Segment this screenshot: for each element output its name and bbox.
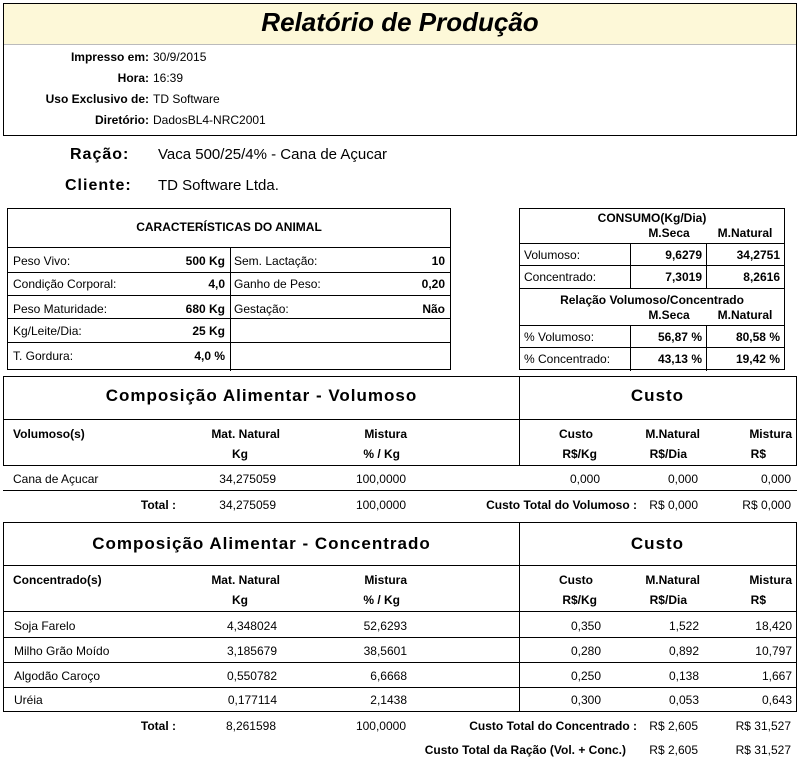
concentrado-custo-title: Custo: [630, 534, 685, 553]
volumoso-title: Composição Alimentar - Volumoso: [105, 386, 418, 405]
relacao-value: 56,87 %: [657, 330, 702, 344]
volumoso-total-mist: 100,0000: [355, 498, 406, 512]
volumoso-col-c1: Custo: [559, 427, 593, 441]
row-name: Milho Grão Moído: [14, 644, 110, 658]
volumoso-custo-total-mist: R$ 0,000: [742, 498, 791, 512]
concentrado-custo-total-label: Custo Total do Concentrado :: [469, 719, 637, 733]
concentrado-total-mat: 8,261598: [225, 719, 276, 733]
animal-title: CARACTERÍSTICAS DO ANIMAL: [136, 220, 322, 234]
racao-total-mist: R$ 31,527: [735, 743, 791, 757]
row-c3: 10,797: [755, 644, 792, 658]
consumo-label: Concentrado:: [524, 270, 597, 284]
animal-label: Peso Vivo:: [13, 254, 71, 268]
info-value-dir: DadosBL4-NRC2001: [153, 113, 266, 127]
concentrado-col-mat-unit: Kg: [232, 593, 248, 607]
animal-value: 680 Kg: [185, 302, 225, 316]
racao-label: Ração:: [70, 146, 130, 163]
animal-label: Condição Corporal:: [13, 277, 117, 291]
consumo-value: 8,2616: [743, 270, 780, 284]
animal-value: 25 Kg: [192, 324, 225, 338]
row-c2: 0,053: [668, 693, 699, 707]
row-c1: 0,300: [570, 693, 601, 707]
racao-total-dia: R$ 2,605: [649, 743, 698, 757]
row-c3: 18,420: [755, 619, 792, 633]
concentrado-col-mist: Mistura: [364, 573, 407, 587]
consumo-col2: M.Natural: [717, 226, 773, 240]
concentrado-custo-total-mist: R$ 31,527: [735, 719, 791, 733]
relacao-label: % Volumoso:: [524, 330, 595, 344]
concentrado-col-c1-unit: R$/Kg: [562, 593, 597, 607]
consumo-col1: M.Seca: [648, 226, 690, 240]
row-mist: 2,1438: [370, 693, 407, 707]
row-mat: 3,185679: [226, 644, 277, 658]
concentrado-col-c3: Mistura: [749, 573, 792, 587]
relacao-label: % Concentrado:: [524, 352, 611, 366]
volumoso-section: [3, 376, 797, 466]
animal-value: 4,0 %: [194, 349, 225, 363]
consumo-title: CONSUMO(Kg/Dia): [597, 211, 707, 225]
row-mist: 6,6668: [370, 669, 407, 683]
racao-total-label: Custo Total da Ração (Vol. + Conc.): [424, 743, 626, 757]
animal-label: Ganho de Peso:: [234, 277, 321, 291]
row-c1: 0,280: [570, 644, 601, 658]
info-label-user: Uso Exclusivo de:: [45, 92, 149, 106]
concentrado-section: [3, 522, 797, 712]
cliente-label: Cliente:: [65, 177, 132, 194]
row-c2: 0,000: [667, 472, 698, 486]
animal-value: 500 Kg: [185, 254, 225, 268]
concentrado-total-mist: 100,0000: [355, 719, 406, 733]
animal-value: 0,20: [421, 277, 445, 291]
relacao-title: Relação Volumoso/Concentrado: [560, 293, 744, 307]
info-value-time: 16:39: [153, 71, 184, 85]
row-c3: 0,000: [760, 472, 791, 486]
concentrado-col-c2-unit: R$/Dia: [649, 593, 687, 607]
row-mat: 4,348024: [226, 619, 277, 633]
row-name: Cana de Açucar: [13, 472, 99, 486]
animal-value: 4,0: [208, 277, 225, 291]
row-name: Soja Farelo: [14, 619, 76, 633]
animal-label: Gestação:: [234, 302, 289, 316]
concentrado-col-mat: Mat. Natural: [211, 573, 280, 587]
volumoso-col-c2-unit: R$/Dia: [649, 447, 687, 461]
volumoso-col-mat: Mat. Natural: [211, 427, 280, 441]
row-mist: 52,6293: [363, 619, 407, 633]
concentrado-col-c2: M.Natural: [645, 573, 700, 587]
consumo-value: 9,6279: [665, 248, 702, 262]
info-value-user: TD Software: [153, 92, 220, 106]
info-value-printed: 30/9/2015: [153, 50, 207, 64]
consumo-label: Volumoso:: [524, 248, 581, 262]
volumoso-col-c3-unit: R$: [750, 447, 766, 461]
info-label-printed: Impresso em:: [70, 50, 149, 64]
title-band: [4, 4, 796, 45]
volumoso-col-mat-unit: Kg: [232, 447, 248, 461]
volumoso-total-label: Total :: [140, 498, 176, 512]
row-c2: 0,892: [668, 644, 699, 658]
concentrado-custo-total-dia: R$ 2,605: [649, 719, 698, 733]
report-header: [3, 3, 797, 136]
volumoso-total-mat: 34,275059: [219, 498, 276, 512]
concentrado-title: Composição Alimentar - Concentrado: [92, 534, 431, 553]
row-c2: 0,138: [668, 669, 699, 683]
volumoso-col-mist-unit: % / Kg: [363, 447, 400, 461]
animal-value: 10: [431, 254, 445, 268]
relacao-col2: M.Natural: [717, 308, 773, 322]
animal-label: Peso Maturidade:: [13, 302, 108, 316]
animal-label: Kg/Leite/Dia:: [13, 324, 82, 338]
volumoso-col-c3: Mistura: [749, 427, 792, 441]
row-c1: 0,350: [570, 619, 601, 633]
row-name: Uréia: [14, 693, 43, 707]
row-mat: 34,275059: [219, 472, 276, 486]
animal-label: Sem. Lactação:: [234, 254, 318, 268]
row-mist: 100,0000: [355, 472, 406, 486]
volumoso-col-name: Volumoso(s): [13, 427, 85, 441]
consumo-value: 7,3019: [665, 270, 702, 284]
volumoso-custo-total-label: Custo Total do Volumoso :: [486, 498, 637, 512]
animal-table: [7, 208, 451, 370]
consumo-value: 34,2751: [736, 248, 780, 262]
concentrado-col-c3-unit: R$: [750, 593, 766, 607]
concentrado-total-label: Total :: [140, 719, 176, 733]
row-c3: 0,643: [761, 693, 792, 707]
row-c2: 1,522: [668, 619, 699, 633]
volumoso-col-c1-unit: R$/Kg: [562, 447, 597, 461]
volumoso-col-c2: M.Natural: [645, 427, 700, 441]
animal-value: Não: [422, 302, 445, 316]
row-mist: 38,5601: [363, 644, 407, 658]
concentrado-col-c1: Custo: [559, 573, 593, 587]
row-c1: 0,250: [570, 669, 601, 683]
page-title: Relatório de Produção: [261, 7, 539, 37]
info-label-dir: Diretório:: [95, 113, 149, 127]
volumoso-col-mist: Mistura: [364, 427, 407, 441]
consumo-table: [519, 208, 785, 370]
relacao-value: 19,42 %: [735, 352, 780, 366]
relacao-value: 80,58 %: [735, 330, 780, 344]
row-name: Algodão Caroço: [14, 669, 101, 683]
concentrado-col-mist-unit: % / Kg: [363, 593, 400, 607]
cliente-value: TD Software Ltda.: [158, 177, 279, 194]
concentrado-col-name: Concentrado(s): [13, 573, 102, 587]
relacao-col1: M.Seca: [648, 308, 690, 322]
info-label-time: Hora:: [117, 71, 149, 85]
row-mat: 0,550782: [226, 669, 277, 683]
racao-value: Vaca 500/25/4% - Cana de Açucar: [158, 146, 388, 163]
row-c3: 1,667: [761, 669, 792, 683]
relacao-value: 43,13 %: [657, 352, 702, 366]
animal-label: T. Gordura:: [13, 349, 74, 363]
volumoso-custo-total-dia: R$ 0,000: [649, 498, 698, 512]
volumoso-custo-title: Custo: [630, 386, 685, 405]
row-mat: 0,177114: [227, 693, 277, 707]
row-c1: 0,000: [569, 472, 600, 486]
